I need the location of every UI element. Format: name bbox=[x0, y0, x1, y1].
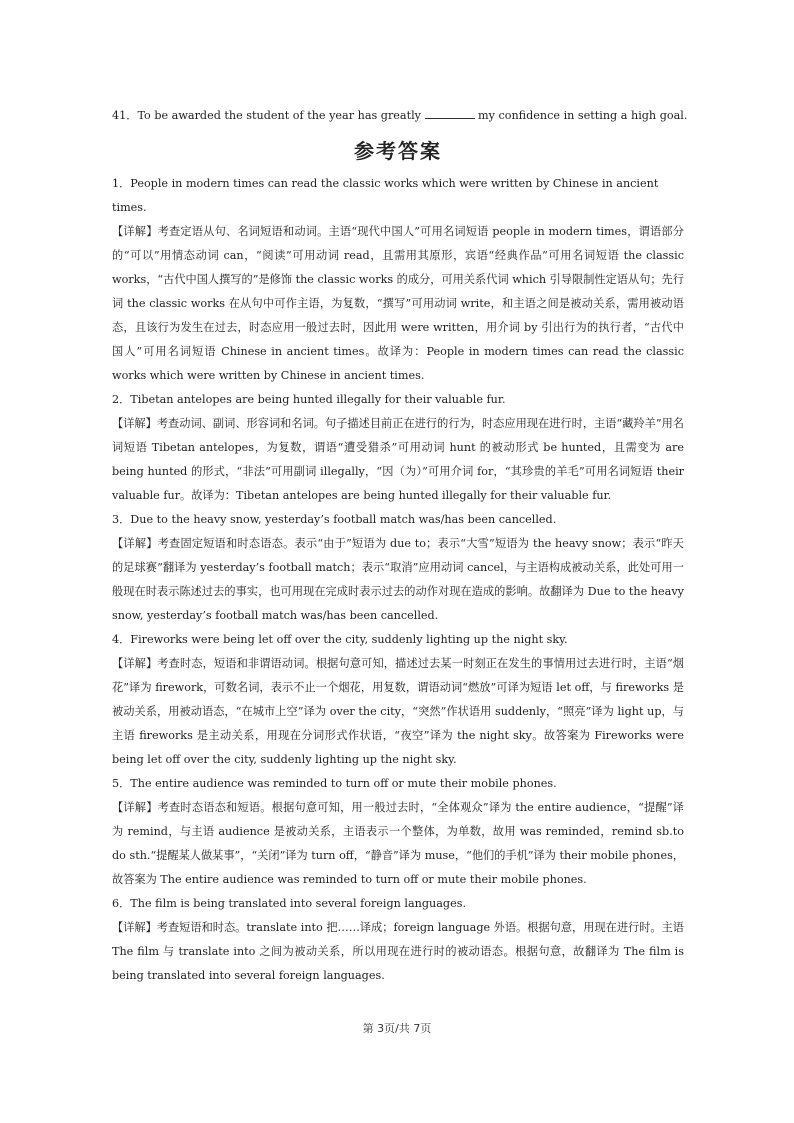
question-text-before: To be awarded the student of the year has greatly bbox=[137, 109, 421, 122]
answer-sentence: 4．Fireworks were being let off over the city, suddenly lighting up the night sky. bbox=[112, 633, 568, 646]
answer-explanation: 【详解】考查短语和时态。translate into 把……译成；foreign language 外语。根据句意，用现在进行时。主语 The film 与 translate into 之间为被动关系，所以用现在进行时的被动语态。根据句意，故翻译为 The film is being translated into several foreign languages. bbox=[112, 921, 684, 982]
answer-explanation: 【详解】考查固定短语和时态语态。表示“由于”短语为 due to；表示“大雪”短语为 the heavy snow；表示“昨天的足球赛”翻译为 yesterday’s football match；表示“取消”应用动词 cancel，与主语构成被动关系，此处可用一般现在时表示陈述过去的事实，也可用现在完成时表示过去的动作对现在造成的影响。故翻译为 Due to the heavy snow, yesterday’s football match was/has been cancelled. bbox=[112, 537, 684, 622]
answer-item-2 bbox=[112, 388, 684, 508]
answer-explanation: 【详解】考查动词、副词、形容词和名词。句子描述目前正在进行的行为，时态应用现在进行时，主语“藏羚羊”用名词短语 Tibetan antelopes，为复数，谓语“遭受猎杀”可用动词 hunt 的被动形式 be hunted，且需变为 are being hunted 的形式，“非法”可用副词 illegally，“因（为）”可用介词 for，“其珍贵的羊毛”可用名词短语 their valuable fur。故译为：Tibetan antelopes are being hunted illegally for their valuable fur. bbox=[112, 417, 684, 502]
question-text-after: my confidence in setting a high goal. bbox=[477, 109, 688, 122]
answer-sentence: 6．The film is being translated into several foreign languages. bbox=[112, 897, 466, 910]
answer-explanation: 【详解】考查定语从句、名词短语和动词。主语“现代中国人”可用名词短语 people in modern times，谓语部分的“可以”用情态动词 can，“阅读”可用动词 read，且需用其原形，宾语“经典作品”可用名词短语 the classic works，“古代中国人撰写的”是修饰 the classic works 的成分，可用关系代词 which 引导限制性定语从句；先行词 the classic works 在从句中可作主语，为复数，“撰写”可用动词 write，和主语之间是被动关系，需用被动语态，且该行为发生在过去，时态应用一般过去时，因此用 were written，用介词 by 引出行为的执行者，“古代中国人”可用名词短语 Chinese in ancient times。故译为：People in modern times can read the classic works which were written by Chinese in ancient times. bbox=[112, 225, 684, 382]
answer-sentence: 2．Tibetan antelopes are being hunted illegally for their valuable fur. bbox=[112, 393, 506, 406]
page-content bbox=[112, 104, 688, 988]
answer-sentence: 3．Due to the heavy snow, yesterday’s football match was/has been cancelled. bbox=[112, 513, 557, 526]
answer-key-heading: 参考答案 bbox=[354, 139, 442, 163]
answer-item-1 bbox=[112, 172, 684, 388]
answer-explanation: 【详解】考查时态语态和短语。根据句意可知，用一般过去时，“全体观众”译为 the entire audience，“提醒”译为 remind，与主语 audience 是被动关系，主语表示一个整体，为单数，故用 was reminded，remind sb.to do sth.“提醒某人做某事”，“关闭”译为 turn off，“静音”译为 muse，“他们的手机”译为 their mobile phones，故答案为 The entire audience was reminded to turn off or mute their mobile phones. bbox=[112, 801, 684, 886]
answer-item-4 bbox=[112, 628, 684, 772]
answer-item-3 bbox=[112, 508, 684, 628]
answer-sentence: 5．The entire audience was reminded to turn off or mute their mobile phones. bbox=[112, 777, 557, 790]
answer-explanation: 【详解】考查时态，短语和非谓语动词。根据句意可知，描述过去某一时刻正在发生的事情用过去进行时，主语“烟花”译为 firework，可数名词，表示不止一个烟花，用复数，谓语动词“燃放”可译为短语 let off，与 fireworks 是被动关系，用被动语态，“在城市上空”译为 over the city，“突然”作状语用 suddenly，“照亮”译为 light up，与主语 fireworks 是主动关系，用现在分词形式作状语，“夜空”译为 the night sky。故答案为 Fireworks were being let off over the city, suddenly lighting up the night sky. bbox=[112, 657, 684, 766]
fill-in-blank bbox=[425, 106, 475, 119]
question-41 bbox=[112, 104, 688, 128]
answer-item-5 bbox=[112, 772, 684, 892]
question-number: 41． bbox=[112, 109, 138, 122]
answer-item-6 bbox=[112, 892, 684, 988]
answer-sentence: 1．People in modern times can read the classic works which were written by Chinese in ancient times. bbox=[112, 177, 659, 214]
page-footer: 第 3页/共 7页 bbox=[362, 1022, 432, 1035]
